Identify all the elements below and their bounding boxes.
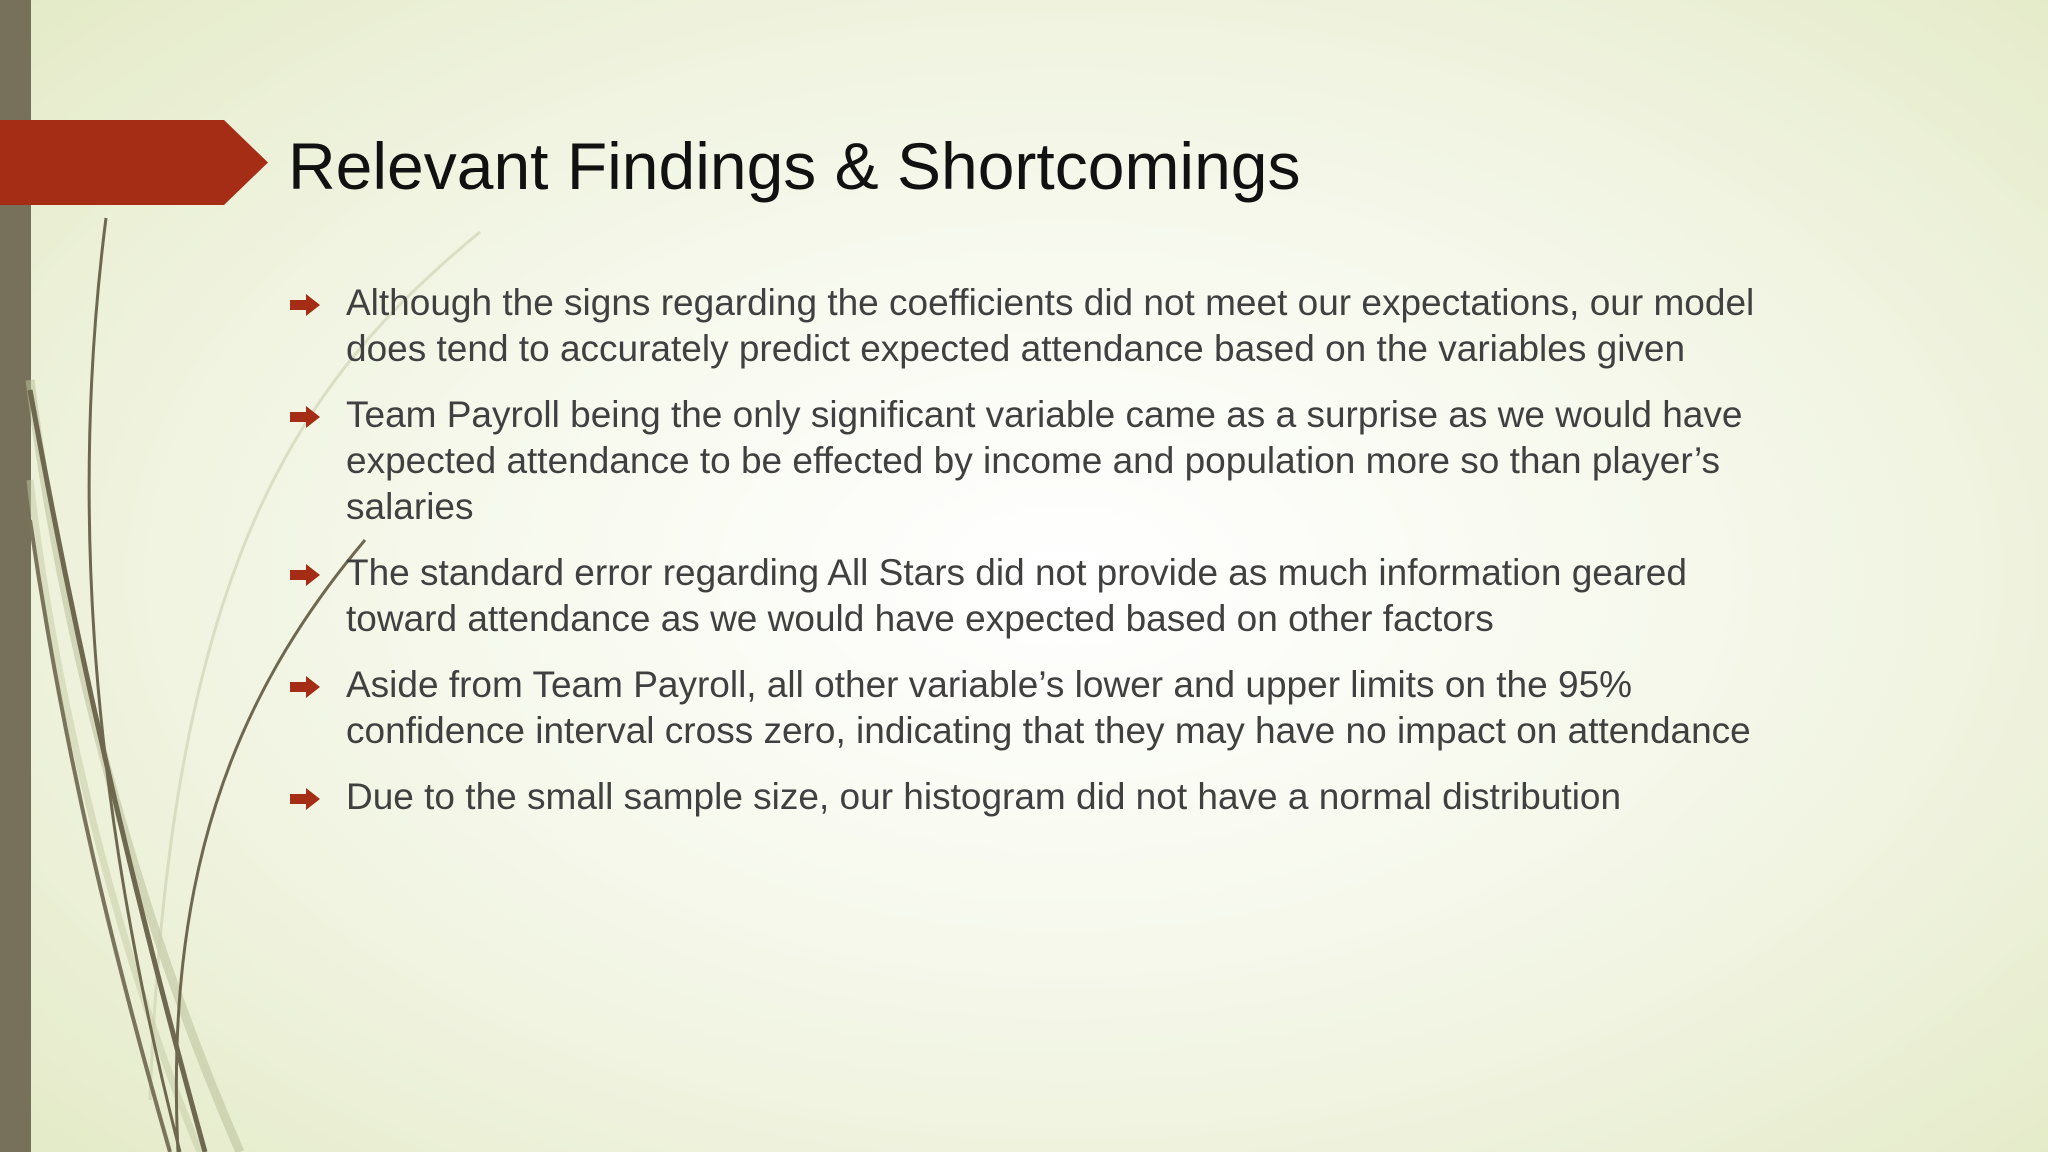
bullet-text: Due to the small sample size, our histogram did not have a normal distribution xyxy=(346,776,1622,817)
bullet-text: Team Payroll being the only significant variable came as a surprise as we would have expected attendance to be effected by income and population more so than player’s salaries xyxy=(346,394,1743,527)
bullet-item xyxy=(290,774,1770,820)
bullet-text: Although the signs regarding the coefficients did not meet our expectations, our model does tend to accurately predict expected attendance based on the variables given xyxy=(346,282,1755,369)
bullet-item xyxy=(290,392,1770,530)
bullet-item xyxy=(290,662,1770,754)
slide-title: Relevant Findings & Shortcomings xyxy=(288,129,1301,203)
bullet-list xyxy=(290,280,1770,840)
bullet-text: Aside from Team Payroll, all other variable’s lower and upper limits on the 95% confidence interval cross zero, indicating that they may have no impact on attendance xyxy=(346,664,1751,751)
bullet-text: The standard error regarding All Stars did not provide as much information geared toward attendance as we would have expected based on other factors xyxy=(346,552,1687,639)
arrow-bullet-icon xyxy=(290,406,320,428)
arrow-bullet-icon xyxy=(290,294,320,316)
arrow-bullet-icon xyxy=(290,788,320,810)
arrow-bullet-icon xyxy=(290,564,320,586)
arrow-bullet-icon xyxy=(290,676,320,698)
title-arrow-shape xyxy=(0,120,268,205)
bullet-item xyxy=(290,550,1770,642)
bullet-item xyxy=(290,280,1770,372)
